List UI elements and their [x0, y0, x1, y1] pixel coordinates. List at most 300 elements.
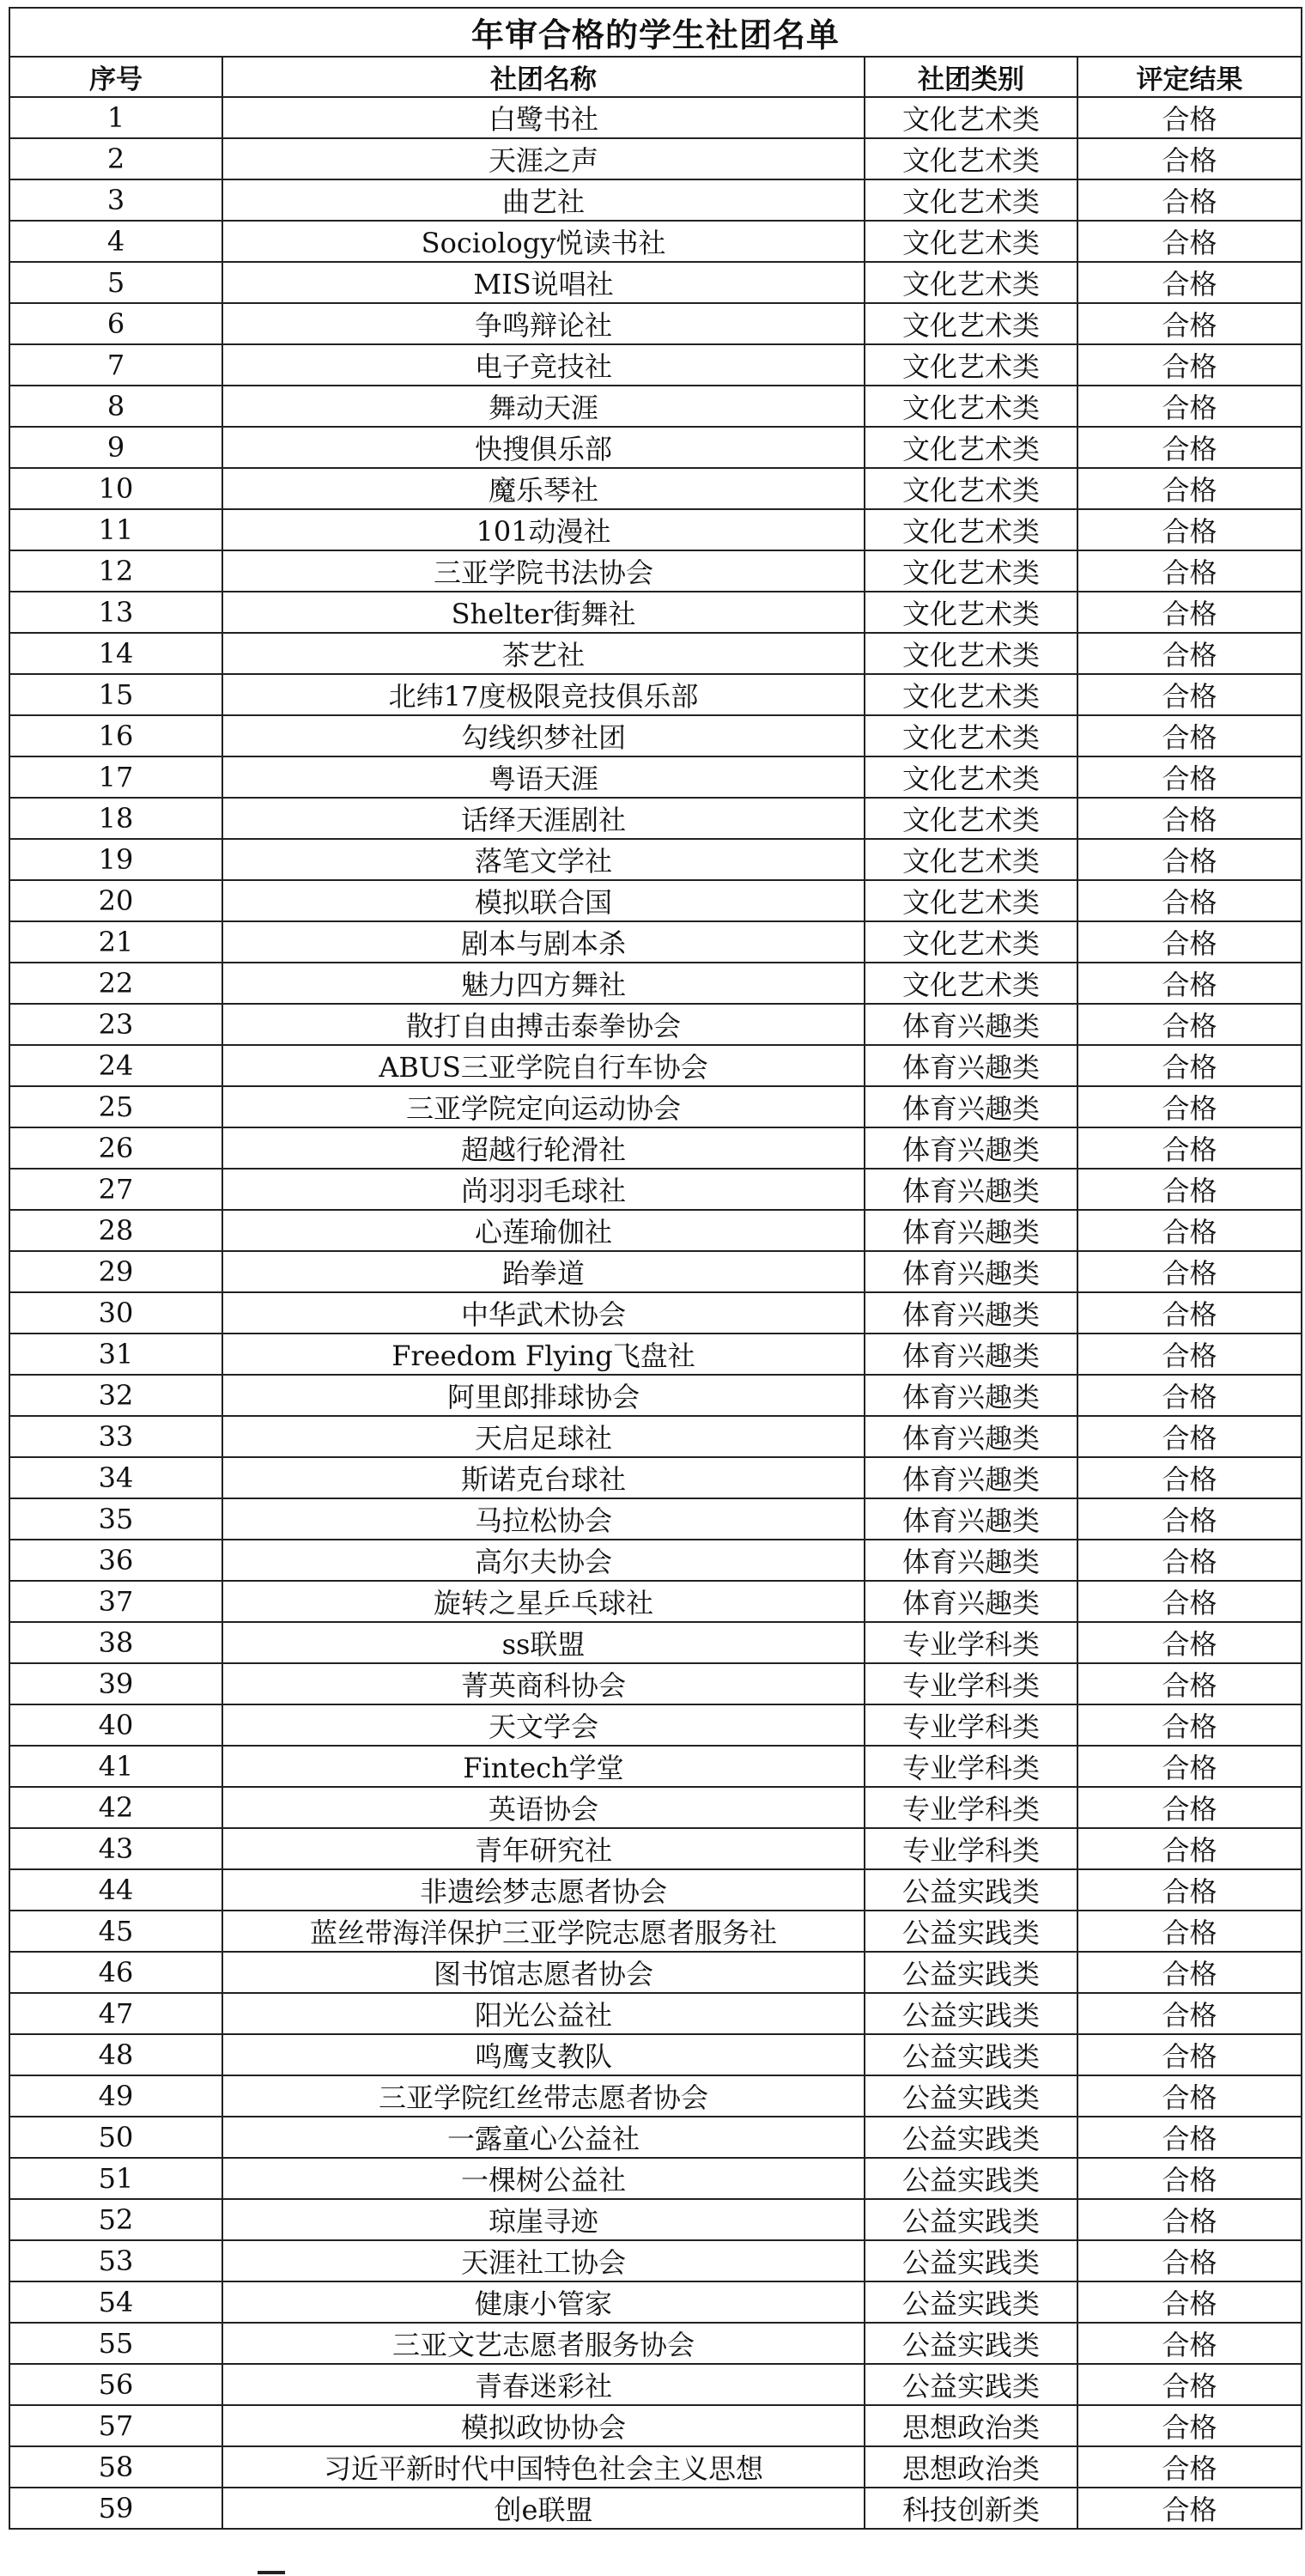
table-row	[9, 1993, 1302, 2034]
cell-club-name: 茶艺社	[222, 633, 865, 674]
cell-category: 体育兴趣类	[865, 1457, 1077, 1498]
cell-result: 合格	[1077, 1911, 1302, 1952]
cell-category: 文化艺术类	[865, 963, 1077, 1004]
cell-club-name: 天启足球社	[222, 1416, 865, 1457]
table-row	[9, 2034, 1302, 2075]
table-row	[9, 1663, 1302, 1704]
cell-category: 专业学科类	[865, 1787, 1077, 1828]
cell-result: 合格	[1077, 1787, 1302, 1828]
cell-club-name: 话绎天涯剧社	[222, 798, 865, 839]
cell-index: 24	[9, 1045, 222, 1086]
cell-category: 公益实践类	[865, 2117, 1077, 2158]
cell-index: 12	[9, 550, 222, 592]
cell-club-name: 一露童心公益社	[222, 2117, 865, 2158]
table-body	[9, 97, 1302, 2529]
table-row	[9, 1210, 1302, 1251]
cell-result: 合格	[1077, 1251, 1302, 1292]
cell-category: 文化艺术类	[865, 550, 1077, 592]
cell-result: 合格	[1077, 2405, 1302, 2446]
cell-category: 公益实践类	[865, 1911, 1077, 1952]
cell-index: 52	[9, 2199, 222, 2240]
cell-index: 50	[9, 2117, 222, 2158]
cell-category: 文化艺术类	[865, 839, 1077, 880]
cell-club-name: Fintech学堂	[222, 1746, 865, 1787]
cell-category: 文化艺术类	[865, 427, 1077, 468]
cell-club-name: 电子竞技社	[222, 344, 865, 386]
cell-category: 公益实践类	[865, 2075, 1077, 2117]
cell-result: 合格	[1077, 97, 1302, 138]
cell-result: 合格	[1077, 2158, 1302, 2199]
table-row	[9, 221, 1302, 262]
table-row	[9, 633, 1302, 674]
cell-category: 公益实践类	[865, 1993, 1077, 2034]
cell-club-name: 天涯社工协会	[222, 2240, 865, 2281]
cell-index: 57	[9, 2405, 222, 2446]
cell-category: 文化艺术类	[865, 756, 1077, 798]
cell-index: 48	[9, 2034, 222, 2075]
table-row	[9, 1334, 1302, 1375]
cell-category: 文化艺术类	[865, 179, 1077, 221]
cell-result: 合格	[1077, 2034, 1302, 2075]
cell-index: 32	[9, 1375, 222, 1416]
cell-result: 合格	[1077, 2446, 1302, 2488]
cell-club-name: 白鹭书社	[222, 97, 865, 138]
cell-result: 合格	[1077, 880, 1302, 921]
cell-category: 体育兴趣类	[865, 1375, 1077, 1416]
cell-club-name: 魅力四方舞社	[222, 963, 865, 1004]
cell-club-name: 勾线织梦社团	[222, 715, 865, 756]
cell-result: 合格	[1077, 1704, 1302, 1746]
cell-index: 28	[9, 1210, 222, 1251]
cell-index: 18	[9, 798, 222, 839]
table-row	[9, 2199, 1302, 2240]
table-row	[9, 1416, 1302, 1457]
table-row	[9, 1086, 1302, 1127]
cell-club-name: 高尔夫协会	[222, 1540, 865, 1581]
cell-category: 体育兴趣类	[865, 1251, 1077, 1292]
cell-category: 公益实践类	[865, 2281, 1077, 2323]
cell-club-name: ABUS三亚学院自行车协会	[222, 1045, 865, 1086]
table-row	[9, 592, 1302, 633]
cell-club-name: 英语协会	[222, 1787, 865, 1828]
table-row	[9, 756, 1302, 798]
cell-category: 文化艺术类	[865, 592, 1077, 633]
cell-result: 合格	[1077, 386, 1302, 427]
cell-index: 36	[9, 1540, 222, 1581]
cell-index: 11	[9, 509, 222, 550]
cell-category: 体育兴趣类	[865, 1045, 1077, 1086]
cell-result: 合格	[1077, 468, 1302, 509]
cell-club-name: Shelter街舞社	[222, 592, 865, 633]
table-row	[9, 798, 1302, 839]
cell-index: 34	[9, 1457, 222, 1498]
cell-club-name: 非遗绘梦志愿者协会	[222, 1869, 865, 1911]
cell-index: 45	[9, 1911, 222, 1952]
table-row	[9, 674, 1302, 715]
cell-category: 文化艺术类	[865, 303, 1077, 344]
cell-result: 合格	[1077, 1004, 1302, 1045]
table-row	[9, 97, 1302, 138]
table-row	[9, 880, 1302, 921]
cell-category: 公益实践类	[865, 2323, 1077, 2364]
cell-category: 思想政治类	[865, 2446, 1077, 2488]
cell-club-name: 青春迷彩社	[222, 2364, 865, 2405]
cell-club-name: 落笔文学社	[222, 839, 865, 880]
cell-club-name: 马拉松协会	[222, 1498, 865, 1540]
table-row	[9, 1911, 1302, 1952]
cell-club-name: 粤语天涯	[222, 756, 865, 798]
cell-index: 20	[9, 880, 222, 921]
cell-result: 合格	[1077, 1127, 1302, 1169]
cell-club-name: 101动漫社	[222, 509, 865, 550]
cell-club-name: 琼崖寻迹	[222, 2199, 865, 2240]
cell-club-name: 争鸣辩论社	[222, 303, 865, 344]
table-row	[9, 1746, 1302, 1787]
cell-index: 54	[9, 2281, 222, 2323]
table-row	[9, 262, 1302, 303]
cell-index: 42	[9, 1787, 222, 1828]
cell-club-name: 尚羽羽毛球社	[222, 1169, 865, 1210]
cell-club-name: 三亚学院红丝带志愿者协会	[222, 2075, 865, 2117]
cell-result: 合格	[1077, 1169, 1302, 1210]
cell-category: 体育兴趣类	[865, 1416, 1077, 1457]
cell-club-name: 创e联盟	[222, 2488, 865, 2529]
cell-club-name: 三亚学院定向运动协会	[222, 1086, 865, 1127]
cell-category: 专业学科类	[865, 1663, 1077, 1704]
cell-result: 合格	[1077, 2364, 1302, 2405]
cell-category: 公益实践类	[865, 2364, 1077, 2405]
cell-category: 文化艺术类	[865, 97, 1077, 138]
cell-club-name: 北纬17度极限竞技俱乐部	[222, 674, 865, 715]
table-row	[9, 344, 1302, 386]
cell-result: 合格	[1077, 2488, 1302, 2529]
cell-result: 合格	[1077, 633, 1302, 674]
header-index: 序号	[9, 57, 222, 97]
cell-result: 合格	[1077, 344, 1302, 386]
cell-index: 2	[9, 138, 222, 179]
cell-category: 公益实践类	[865, 1869, 1077, 1911]
cell-index: 49	[9, 2075, 222, 2117]
cell-result: 合格	[1077, 1540, 1302, 1581]
table-row	[9, 1127, 1302, 1169]
cell-result: 合格	[1077, 1292, 1302, 1334]
table-row	[9, 715, 1302, 756]
cell-result: 合格	[1077, 1086, 1302, 1127]
cell-result: 合格	[1077, 921, 1302, 963]
cell-category: 文化艺术类	[865, 674, 1077, 715]
cell-category: 体育兴趣类	[865, 1498, 1077, 1540]
cell-category: 体育兴趣类	[865, 1292, 1077, 1334]
table-row	[9, 2405, 1302, 2446]
table-row	[9, 1952, 1302, 1993]
cell-result: 合格	[1077, 963, 1302, 1004]
cell-club-name: 三亚文艺志愿者服务协会	[222, 2323, 865, 2364]
table-row	[9, 509, 1302, 550]
cell-category: 专业学科类	[865, 1828, 1077, 1869]
cell-result: 合格	[1077, 1993, 1302, 2034]
cell-result: 合格	[1077, 1045, 1302, 1086]
table-row	[9, 468, 1302, 509]
cell-index: 15	[9, 674, 222, 715]
cell-club-name: 青年研究社	[222, 1828, 865, 1869]
cell-club-name: ss联盟	[222, 1622, 865, 1663]
cell-result: 合格	[1077, 550, 1302, 592]
table-row	[9, 303, 1302, 344]
cell-result: 合格	[1077, 2240, 1302, 2281]
cell-index: 10	[9, 468, 222, 509]
cell-result: 合格	[1077, 1375, 1302, 1416]
cell-club-name: 剧本与剧本杀	[222, 921, 865, 963]
cell-result: 合格	[1077, 427, 1302, 468]
table-row	[9, 427, 1302, 468]
cell-category: 文化艺术类	[865, 344, 1077, 386]
cell-index: 40	[9, 1704, 222, 1746]
cell-result: 合格	[1077, 138, 1302, 179]
cell-result: 合格	[1077, 1869, 1302, 1911]
cell-index: 9	[9, 427, 222, 468]
cell-index: 13	[9, 592, 222, 633]
cell-index: 27	[9, 1169, 222, 1210]
cell-club-name: 天涯之声	[222, 138, 865, 179]
cell-index: 4	[9, 221, 222, 262]
cell-index: 46	[9, 1952, 222, 1993]
table-row	[9, 2323, 1302, 2364]
cell-club-name: 阳光公益社	[222, 1993, 865, 2034]
table-row	[9, 1457, 1302, 1498]
cell-club-name: 魔乐琴社	[222, 468, 865, 509]
cell-index: 59	[9, 2488, 222, 2529]
cell-index: 41	[9, 1746, 222, 1787]
cell-club-name: 快搜俱乐部	[222, 427, 865, 468]
cell-club-name: 斯诺克台球社	[222, 1457, 865, 1498]
title-row	[9, 8, 1302, 57]
cell-result: 合格	[1077, 1457, 1302, 1498]
cell-category: 文化艺术类	[865, 262, 1077, 303]
cell-category: 文化艺术类	[865, 221, 1077, 262]
cell-club-name: 中华武术协会	[222, 1292, 865, 1334]
cell-index: 31	[9, 1334, 222, 1375]
cell-category: 体育兴趣类	[865, 1210, 1077, 1251]
cell-club-name: 舞动天涯	[222, 386, 865, 427]
cell-result: 合格	[1077, 2199, 1302, 2240]
cell-category: 专业学科类	[865, 1622, 1077, 1663]
cell-category: 公益实践类	[865, 2034, 1077, 2075]
cell-category: 思想政治类	[865, 2405, 1077, 2446]
cell-index: 51	[9, 2158, 222, 2199]
table-row	[9, 1869, 1302, 1911]
cell-category: 体育兴趣类	[865, 1334, 1077, 1375]
cell-index: 6	[9, 303, 222, 344]
cell-result: 合格	[1077, 2281, 1302, 2323]
table-row	[9, 921, 1302, 963]
cell-index: 17	[9, 756, 222, 798]
cell-club-name: 旋转之星乒乓球社	[222, 1581, 865, 1622]
cell-category: 体育兴趣类	[865, 1004, 1077, 1045]
cell-club-name: 超越行轮滑社	[222, 1127, 865, 1169]
cell-club-name: 习近平新时代中国特色社会主义思想	[222, 2446, 865, 2488]
table-row	[9, 2446, 1302, 2488]
cell-club-name: 蓝丝带海洋保护三亚学院志愿者服务社	[222, 1911, 865, 1952]
cell-index: 38	[9, 1622, 222, 1663]
club-table	[9, 7, 1302, 2530]
document-sheet	[9, 7, 1301, 2530]
cell-index: 44	[9, 1869, 222, 1911]
cell-result: 合格	[1077, 1952, 1302, 1993]
header-result: 评定结果	[1077, 57, 1302, 97]
cell-index: 25	[9, 1086, 222, 1127]
cell-club-name: Freedom Flying飞盘社	[222, 1334, 865, 1375]
table-row	[9, 550, 1302, 592]
cell-index: 35	[9, 1498, 222, 1540]
table-row	[9, 2364, 1302, 2405]
cell-result: 合格	[1077, 1210, 1302, 1251]
cell-category: 公益实践类	[865, 2158, 1077, 2199]
cell-index: 55	[9, 2323, 222, 2364]
cell-index: 8	[9, 386, 222, 427]
bottom-edge-mark	[258, 2571, 285, 2574]
cell-club-name: 鸣鹰支教队	[222, 2034, 865, 2075]
cell-index: 43	[9, 1828, 222, 1869]
cell-category: 体育兴趣类	[865, 1581, 1077, 1622]
cell-result: 合格	[1077, 1663, 1302, 1704]
table-row	[9, 839, 1302, 880]
cell-category: 文化艺术类	[865, 509, 1077, 550]
table-row	[9, 1828, 1302, 1869]
table-row	[9, 1622, 1302, 1663]
cell-result: 合格	[1077, 262, 1302, 303]
table-row	[9, 1004, 1302, 1045]
table-row	[9, 1704, 1302, 1746]
table-row	[9, 2281, 1302, 2323]
cell-category: 文化艺术类	[865, 798, 1077, 839]
cell-index: 22	[9, 963, 222, 1004]
cell-category: 体育兴趣类	[865, 1169, 1077, 1210]
table-row	[9, 1251, 1302, 1292]
cell-index: 47	[9, 1993, 222, 2034]
cell-club-name: 模拟政协协会	[222, 2405, 865, 2446]
cell-index: 58	[9, 2446, 222, 2488]
cell-index: 7	[9, 344, 222, 386]
cell-club-name: 跆拳道	[222, 1251, 865, 1292]
cell-category: 文化艺术类	[865, 715, 1077, 756]
table-row	[9, 1498, 1302, 1540]
cell-category: 公益实践类	[865, 1952, 1077, 1993]
cell-index: 39	[9, 1663, 222, 1704]
cell-index: 33	[9, 1416, 222, 1457]
page-title: 年审合格的学生社团名单	[9, 8, 1302, 57]
cell-index: 21	[9, 921, 222, 963]
cell-result: 合格	[1077, 1334, 1302, 1375]
cell-category: 文化艺术类	[865, 880, 1077, 921]
cell-category: 文化艺术类	[865, 921, 1077, 963]
cell-index: 3	[9, 179, 222, 221]
cell-result: 合格	[1077, 221, 1302, 262]
table-row	[9, 2117, 1302, 2158]
header-category: 社团类别	[865, 57, 1077, 97]
header-club-name: 社团名称	[222, 57, 865, 97]
cell-result: 合格	[1077, 1498, 1302, 1540]
cell-result: 合格	[1077, 2075, 1302, 2117]
cell-index: 53	[9, 2240, 222, 2281]
cell-result: 合格	[1077, 1581, 1302, 1622]
table-row	[9, 1375, 1302, 1416]
cell-result: 合格	[1077, 715, 1302, 756]
cell-result: 合格	[1077, 509, 1302, 550]
cell-index: 14	[9, 633, 222, 674]
cell-index: 5	[9, 262, 222, 303]
table-row	[9, 1292, 1302, 1334]
cell-category: 文化艺术类	[865, 386, 1077, 427]
cell-category: 科技创新类	[865, 2488, 1077, 2529]
cell-category: 公益实践类	[865, 2199, 1077, 2240]
cell-category: 体育兴趣类	[865, 1127, 1077, 1169]
cell-club-name: 三亚学院书法协会	[222, 550, 865, 592]
cell-result: 合格	[1077, 303, 1302, 344]
cell-category: 体育兴趣类	[865, 1086, 1077, 1127]
header-row	[9, 57, 1302, 97]
table-row	[9, 1581, 1302, 1622]
cell-club-name: 曲艺社	[222, 179, 865, 221]
table-row	[9, 963, 1302, 1004]
cell-index: 56	[9, 2364, 222, 2405]
cell-club-name: 天文学会	[222, 1704, 865, 1746]
cell-category: 专业学科类	[865, 1704, 1077, 1746]
table-row	[9, 1787, 1302, 1828]
cell-category: 公益实践类	[865, 2240, 1077, 2281]
cell-category: 文化艺术类	[865, 468, 1077, 509]
cell-result: 合格	[1077, 592, 1302, 633]
cell-result: 合格	[1077, 1828, 1302, 1869]
table-row	[9, 179, 1302, 221]
cell-result: 合格	[1077, 798, 1302, 839]
cell-result: 合格	[1077, 756, 1302, 798]
cell-category: 文化艺术类	[865, 138, 1077, 179]
table-row	[9, 386, 1302, 427]
table-row	[9, 138, 1302, 179]
cell-result: 合格	[1077, 2117, 1302, 2158]
cell-club-name: 菁英商科协会	[222, 1663, 865, 1704]
cell-club-name: 阿里郎排球协会	[222, 1375, 865, 1416]
cell-club-name: Sociology悦读书社	[222, 221, 865, 262]
cell-club-name: 模拟联合国	[222, 880, 865, 921]
cell-result: 合格	[1077, 1416, 1302, 1457]
cell-index: 23	[9, 1004, 222, 1045]
cell-index: 19	[9, 839, 222, 880]
table-row	[9, 1169, 1302, 1210]
cell-index: 16	[9, 715, 222, 756]
cell-club-name: 散打自由搏击泰拳协会	[222, 1004, 865, 1045]
table-row	[9, 1540, 1302, 1581]
cell-club-name: 图书馆志愿者协会	[222, 1952, 865, 1993]
cell-category: 文化艺术类	[865, 633, 1077, 674]
cell-index: 37	[9, 1581, 222, 1622]
cell-result: 合格	[1077, 2323, 1302, 2364]
cell-category: 专业学科类	[865, 1746, 1077, 1787]
table-row	[9, 2488, 1302, 2529]
cell-club-name: 心莲瑜伽社	[222, 1210, 865, 1251]
cell-club-name: 一棵树公益社	[222, 2158, 865, 2199]
cell-index: 1	[9, 97, 222, 138]
cell-result: 合格	[1077, 179, 1302, 221]
cell-result: 合格	[1077, 674, 1302, 715]
cell-category: 体育兴趣类	[865, 1540, 1077, 1581]
cell-result: 合格	[1077, 839, 1302, 880]
cell-club-name: 健康小管家	[222, 2281, 865, 2323]
cell-club-name: MIS说唱社	[222, 262, 865, 303]
cell-result: 合格	[1077, 1622, 1302, 1663]
cell-index: 29	[9, 1251, 222, 1292]
table-row	[9, 1045, 1302, 1086]
